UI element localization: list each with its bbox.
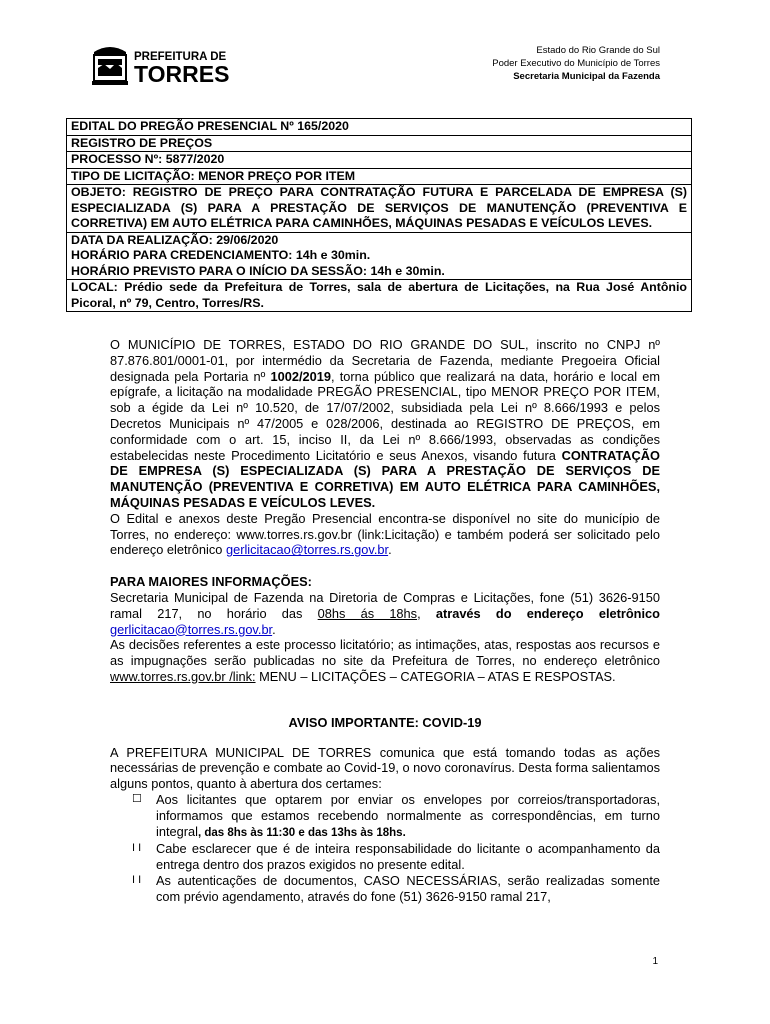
bullet-icon: I I: [132, 842, 142, 855]
covid-intro: A PREFEITURA MUNICIPAL DE TORRES comunica que está tomando todas as ações necessárias de prevenção e combate ao Covid-19, o novo coronavírus. Desta forma salientamos alguns pontos, quanto à abertura dos certames:: [110, 744, 660, 792]
covid-heading: AVISO IMPORTANTE: COVID-19: [288, 714, 482, 730]
tipo-licitacao: TIPO DE LICITAÇÃO: MENOR PREÇO POR ITEM: [67, 169, 691, 186]
edital-summary-box: [66, 118, 692, 312]
header-secretariat: Secretaria Municipal da Fazenda: [513, 71, 660, 82]
contratacao-object: CONTRATAÇÃO DE EMPRESA (S) ESPECIALIZADA (S) PARA A PRESTAÇÃO DE SERVIÇOS DE MANUTENÇÃO (PREVENTIVA E CORRETIVA) EM AUTO ELÉTRICA PARA CAMINHÕES, MÁQUINAS PESADAS E VEÍCULOS LEVES.: [110, 447, 660, 510]
info-contact-paragraph: Secretaria Municipal de Fazenda na Diretoria de Compras e Licitações, fone (51) 3626-9150 ramal 217, no horário das 08hs ás 18hs, através do endereço eletrônico gerlicitacao@torres.rs.gov.br.: [110, 589, 660, 637]
registro-label: REGISTRO DE PREÇOS: [67, 136, 691, 153]
schedule-block: [67, 233, 691, 281]
checkbox-bullet-icon: ☐: [132, 792, 142, 805]
info-heading: PARA MAIORES INFORMAÇÕES:: [110, 574, 312, 590]
data-realizacao: DATA DA REALIZAÇÃO: 29/06/2020: [71, 232, 279, 247]
header-state: Estado do Rio Grande do Sul: [536, 45, 660, 56]
covid-item-3: I I As autenticações de documentos, CASO NECESSÁRIAS, serão realizadas somente com prévio agendamento, através do fone (51) 3626-9150 ramal 217,: [132, 872, 660, 904]
covid-item-1: ☐ Aos licitantes que optarem por enviar os envelopes por correios/transportadoras, informamos que estamos recebendo normalmente as correspondências, em turno integral, das 8hs às 11:30 e das 13hs às 18hs.: [132, 791, 660, 839]
page-number: 1: [652, 956, 658, 967]
publication-paragraph: As decisões referentes a este processo licitatório; as intimações, atas, respostas aos recursos e as impugnações serão publicadas no site da Prefeitura de Torres, no endereço eletrônico www.torres.rs.gov.br /link: MENU – LICITAÇÕES – CATEGORIA – ATAS E RESPOSTAS.: [110, 637, 660, 684]
office-hours: 08hs ás 18hs: [317, 605, 418, 621]
header-executive: Poder Executivo do Município de Torres: [492, 58, 660, 69]
document-header: [492, 44, 660, 83]
bullet-icon: I I: [132, 873, 142, 886]
portaria-number: 1002/2019: [270, 368, 331, 384]
horario-credenciamento: HORÁRIO PARA CREDENCIAMENTO: 14h e 30min.: [71, 248, 371, 262]
site-link[interactable]: www.torres.rs.gov.br /link:: [110, 668, 256, 684]
logo-line1: PREFEITURA DE: [134, 51, 227, 63]
prefeitura-logo: [90, 38, 230, 88]
edital-title: EDITAL DO PREGÃO PRESENCIAL Nº 165/2020: [67, 119, 691, 136]
local-text: LOCAL: Prédio sede da Prefeitura de Torres, sala de abertura de Licitações, na Rua José Antônio Picoral, nº 79, Centro, Torres/RS.: [71, 280, 687, 310]
logo-line2: TORRES: [134, 61, 230, 87]
intro-paragraph: O MUNICÍPIO DE TORRES, ESTADO DO RIO GRANDE DO SUL, inscrito no CNPJ nº 87.876.801/0001-01, por intermédio da Secretaria de Fazenda, mediante Pregoeira Oficial designada pela Portaria nº 1002/2019, torna público que realizará na data, horário e local em epígrafe, a licitação na modalidade PREGÃO PRESENCIAL, tipo MENOR PREÇO POR ITEM, sob a égide da Lei nº 10.520, de 17/07/2002, subsidiada pela Lei nº 8.666/1993 e pelos Decretos Municipais nº 47/2005 e 028/2006, destinada ao REGISTRO DE PREÇOS, em conformidade com o art. 15, inciso II, da Lei nº 8.666/1993, observadas as condições estabelecidas neste Procedimento Licitatório e seus Anexos, visando futura CONTRATAÇÃO DE EMPRESA (S) ESPECIALIZADA (S) PARA A PRESTAÇÃO DE SERVIÇOS DE MANUTENÇÃO (PREVENTIVA E CORRETIVA) EM AUTO ELÉTRICA PARA CAMINHÕES, MÁQUINAS PESADAS E VEÍCULOS LEVES.: [110, 337, 660, 510]
email-link-2[interactable]: gerlicitacao@torres.rs.gov.br: [110, 621, 273, 637]
edital-availability-paragraph: O Edital e anexos deste Pregão Presencial encontra-se disponível no site do município de Torres, no endereço: www.torres.rs.gov.br (link:Licitação) e também poderá ser solicitado pelo endereço eletrônico gerlicitacao@torres.rs.gov.br.: [110, 510, 660, 558]
email-link[interactable]: gerlicitacao@torres.rs.gov.br: [225, 542, 389, 558]
covid-item-2: I I Cabe esclarecer que é de inteira responsabilidade do licitante o acompanhamento da entrega dentro dos prazos exigidos no presente edital.: [132, 841, 660, 873]
processo-label: PROCESSO Nº: 5877/2020: [67, 152, 691, 169]
horario-sessao: HORÁRIO PREVISTO PARA O INÍCIO DA SESSÃO: 14h e 30min.: [71, 263, 445, 278]
document-body: [110, 337, 660, 905]
coat-of-arms-icon: [92, 47, 128, 85]
objeto-text: OBJETO: REGISTRO DE PREÇO PARA CONTRATAÇÃO FUTURA E PARCELADA DE EMPRESA (S) ESPECIALIZADA (S) PARA A PRESTAÇÃO DE SERVIÇOS DE MANUTENÇÃO (PREVENTIVA E CORRETIVA) EM AUTO ELÉTRICA PARA CAMINHÕES, MÁQUINAS PESADAS E VEÍCULOS LEVES.: [67, 185, 691, 233]
